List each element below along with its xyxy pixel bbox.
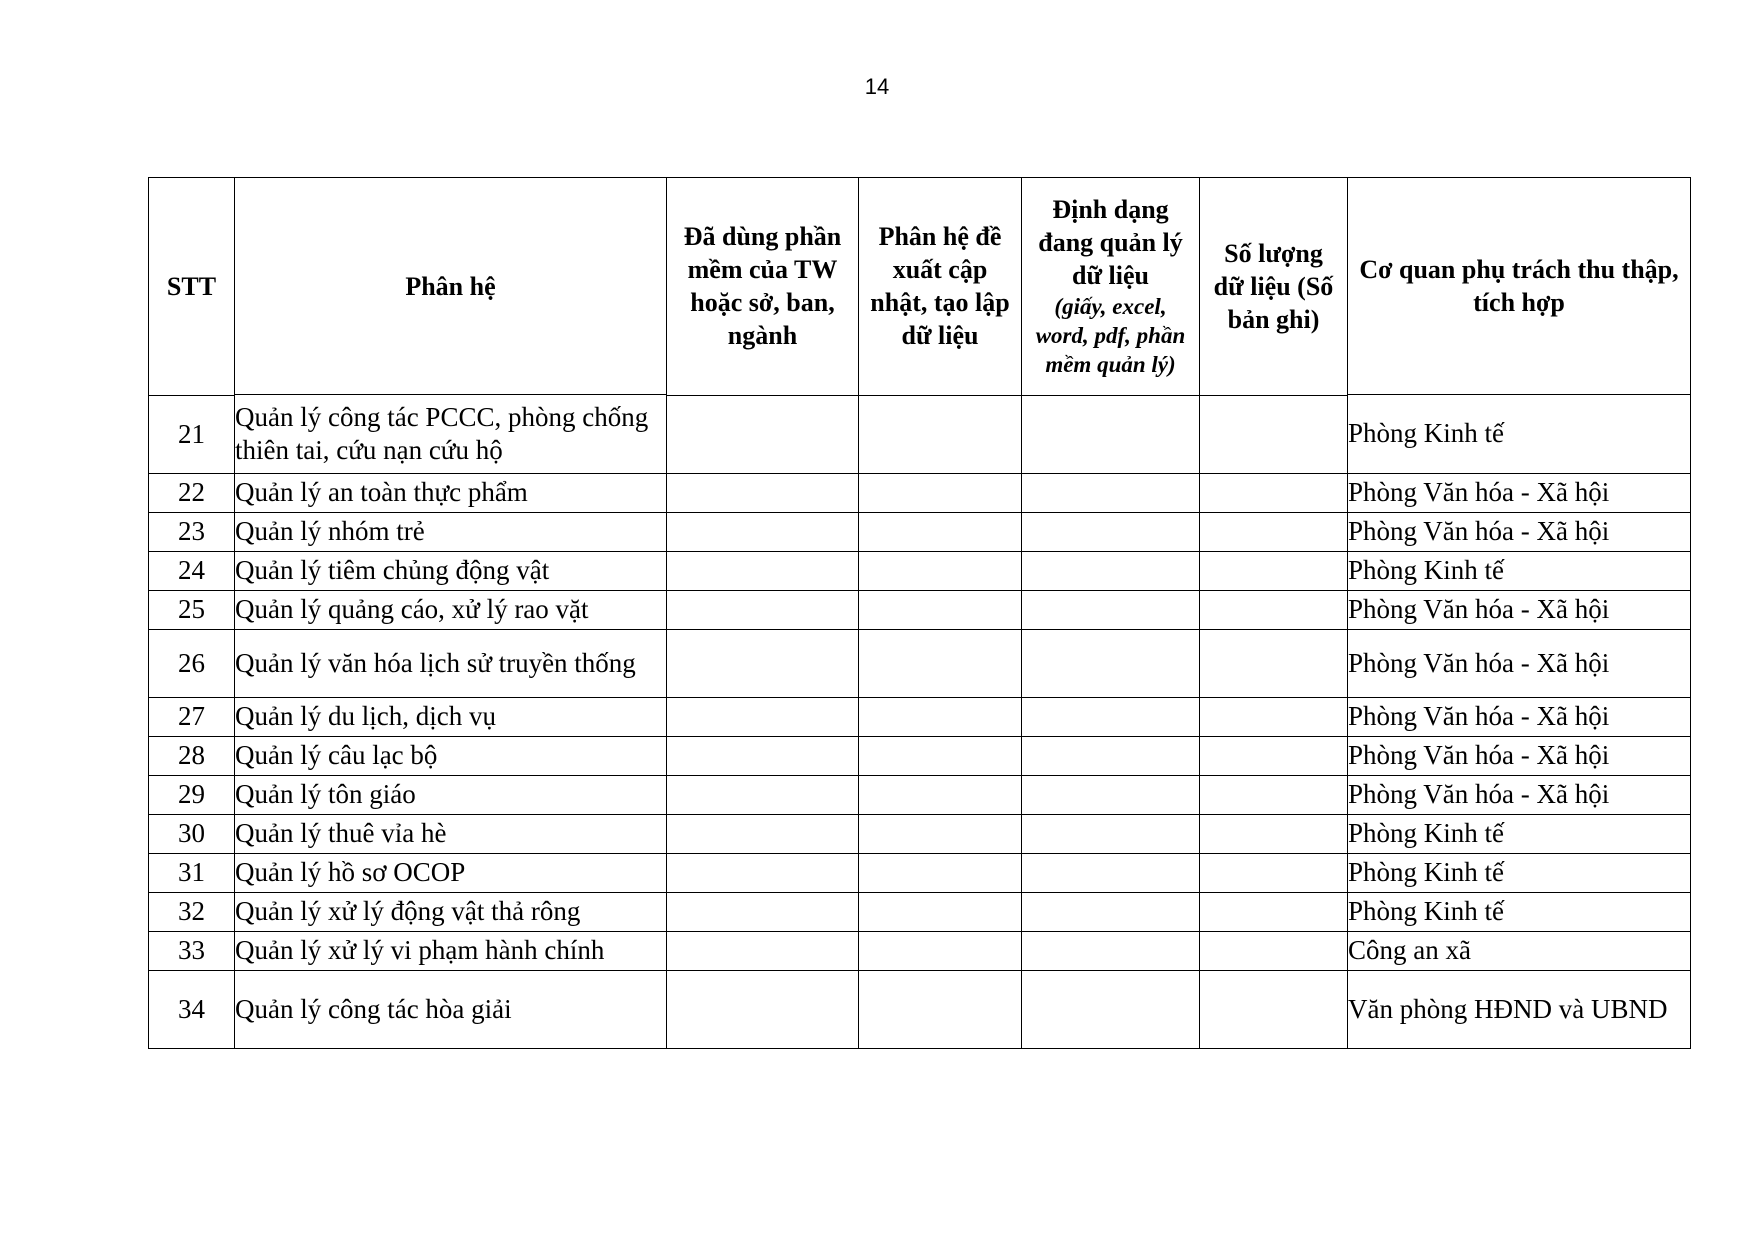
row-used-software <box>667 814 859 853</box>
row-used-software <box>667 736 859 775</box>
row-used-software <box>667 473 859 512</box>
row-subsystem: Quản lý tiêm chủng động vật <box>235 551 667 590</box>
row-stt: 34 <box>149 970 235 1048</box>
row-stt: 33 <box>149 931 235 970</box>
row-agency: Phòng Kinh tế <box>1348 395 1691 473</box>
row-format <box>1022 892 1200 931</box>
row-agency: Phòng Văn hóa - Xã hội <box>1348 590 1691 629</box>
row-subsystem: Quản lý tôn giáo <box>235 775 667 814</box>
row-subsystem: Quản lý hồ sơ OCOP <box>235 853 667 892</box>
row-subsystem: Quản lý thuê vỉa hè <box>235 814 667 853</box>
row-format <box>1022 853 1200 892</box>
table-row <box>149 931 1691 970</box>
row-proposed <box>859 736 1022 775</box>
header-format-label: Định dạng đang quản lý dữ liệu <box>1038 195 1183 291</box>
table-row <box>149 697 1691 736</box>
row-proposed <box>859 931 1022 970</box>
table-row <box>149 892 1691 931</box>
row-format <box>1022 473 1200 512</box>
header-count: Số lượng dữ liệu (Số bản ghi) <box>1200 178 1348 396</box>
table-row <box>149 736 1691 775</box>
row-stt: 29 <box>149 775 235 814</box>
row-agency: Phòng Kinh tế <box>1348 551 1691 590</box>
row-proposed <box>859 697 1022 736</box>
row-used-software <box>667 395 859 473</box>
row-stt: 24 <box>149 551 235 590</box>
row-subsystem: Quản lý du lịch, dịch vụ <box>235 697 667 736</box>
row-count <box>1200 736 1348 775</box>
row-proposed <box>859 853 1022 892</box>
row-format <box>1022 629 1200 697</box>
row-agency: Phòng Kinh tế <box>1348 814 1691 853</box>
row-used-software <box>667 590 859 629</box>
table-row <box>149 512 1691 551</box>
row-used-software <box>667 970 859 1048</box>
row-stt: 31 <box>149 853 235 892</box>
header-stt: STT <box>149 178 235 396</box>
row-count <box>1200 512 1348 551</box>
row-subsystem: Quản lý câu lạc bộ <box>235 736 667 775</box>
row-proposed <box>859 473 1022 512</box>
row-stt: 28 <box>149 736 235 775</box>
row-used-software <box>667 512 859 551</box>
row-subsystem: Quản lý văn hóa lịch sử truyền thống <box>235 629 667 697</box>
row-agency: Phòng Văn hóa - Xã hội <box>1348 736 1691 775</box>
row-stt: 25 <box>149 590 235 629</box>
table-row <box>149 853 1691 892</box>
row-count <box>1200 551 1348 590</box>
table-row <box>149 814 1691 853</box>
header-row <box>149 178 1691 395</box>
table-row <box>149 590 1691 629</box>
row-stt: 27 <box>149 697 235 736</box>
table-row <box>149 473 1691 512</box>
row-format <box>1022 551 1200 590</box>
row-agency: Văn phòng HĐND và UBND <box>1348 970 1691 1048</box>
row-stt: 32 <box>149 892 235 931</box>
table-row <box>149 629 1691 697</box>
row-proposed <box>859 775 1022 814</box>
row-proposed <box>859 395 1022 473</box>
row-proposed <box>859 892 1022 931</box>
row-stt: 30 <box>149 814 235 853</box>
row-count <box>1200 775 1348 814</box>
row-stt: 22 <box>149 473 235 512</box>
row-subsystem: Quản lý an toàn thực phẩm <box>235 473 667 512</box>
header-agency: Cơ quan phụ trách thu thập, tích hợp <box>1348 178 1691 395</box>
row-count <box>1200 853 1348 892</box>
row-format <box>1022 590 1200 629</box>
row-agency: Phòng Văn hóa - Xã hội <box>1348 512 1691 551</box>
row-subsystem: Quản lý công tác hòa giải <box>235 970 667 1048</box>
row-subsystem: Quản lý công tác PCCC, phòng chống thiên tai, cứu nạn cứu hộ <box>235 395 667 473</box>
row-count <box>1200 629 1348 697</box>
table-row <box>149 775 1691 814</box>
page-number: 14 <box>864 74 890 99</box>
row-used-software <box>667 551 859 590</box>
row-used-software <box>667 892 859 931</box>
row-count <box>1200 931 1348 970</box>
row-format <box>1022 931 1200 970</box>
row-proposed <box>859 590 1022 629</box>
row-count <box>1200 590 1348 629</box>
header-format-note: (giấy, excel, word, pdf, phần mềm quản lý) <box>1035 294 1186 378</box>
row-used-software <box>667 629 859 697</box>
row-format <box>1022 512 1200 551</box>
row-agency: Phòng Văn hóa - Xã hội <box>1348 775 1691 814</box>
table-body <box>149 395 1691 1048</box>
row-proposed <box>859 551 1022 590</box>
header-format <box>1022 178 1200 396</box>
row-agency: Phòng Văn hóa - Xã hội <box>1348 473 1691 512</box>
row-proposed <box>859 512 1022 551</box>
row-proposed <box>859 970 1022 1048</box>
row-format <box>1022 697 1200 736</box>
row-format <box>1022 814 1200 853</box>
row-count <box>1200 970 1348 1048</box>
row-format <box>1022 775 1200 814</box>
row-proposed <box>859 629 1022 697</box>
row-format <box>1022 395 1200 473</box>
header-used-software: Đã dùng phần mềm của TW hoặc sở, ban, ngành <box>667 178 859 396</box>
table-row <box>149 395 1691 473</box>
row-stt: 21 <box>149 395 235 473</box>
row-proposed <box>859 814 1022 853</box>
row-used-software <box>667 775 859 814</box>
row-stt: 23 <box>149 512 235 551</box>
row-used-software <box>667 931 859 970</box>
row-subsystem: Quản lý xử lý vi phạm hành chính <box>235 931 667 970</box>
row-subsystem: Quản lý quảng cáo, xử lý rao vặt <box>235 590 667 629</box>
row-agency: Công an xã <box>1348 931 1691 970</box>
row-used-software <box>667 853 859 892</box>
header-subsystem: Phân hệ <box>235 178 667 395</box>
row-stt: 26 <box>149 629 235 697</box>
row-count <box>1200 395 1348 473</box>
row-agency: Phòng Văn hóa - Xã hội <box>1348 629 1691 697</box>
row-count <box>1200 473 1348 512</box>
table-row <box>149 970 1691 1048</box>
row-count <box>1200 814 1348 853</box>
table-row <box>149 551 1691 590</box>
data-table <box>148 177 1691 1049</box>
row-format <box>1022 970 1200 1048</box>
row-subsystem: Quản lý nhóm trẻ <box>235 512 667 551</box>
row-agency: Phòng Kinh tế <box>1348 892 1691 931</box>
row-subsystem: Quản lý xử lý động vật thả rông <box>235 892 667 931</box>
row-agency: Phòng Kinh tế <box>1348 853 1691 892</box>
row-count <box>1200 892 1348 931</box>
row-agency: Phòng Văn hóa - Xã hội <box>1348 697 1691 736</box>
row-used-software <box>667 697 859 736</box>
row-format <box>1022 736 1200 775</box>
header-proposed: Phân hệ đề xuất cập nhật, tạo lập dữ liệu <box>859 178 1022 396</box>
row-count <box>1200 697 1348 736</box>
